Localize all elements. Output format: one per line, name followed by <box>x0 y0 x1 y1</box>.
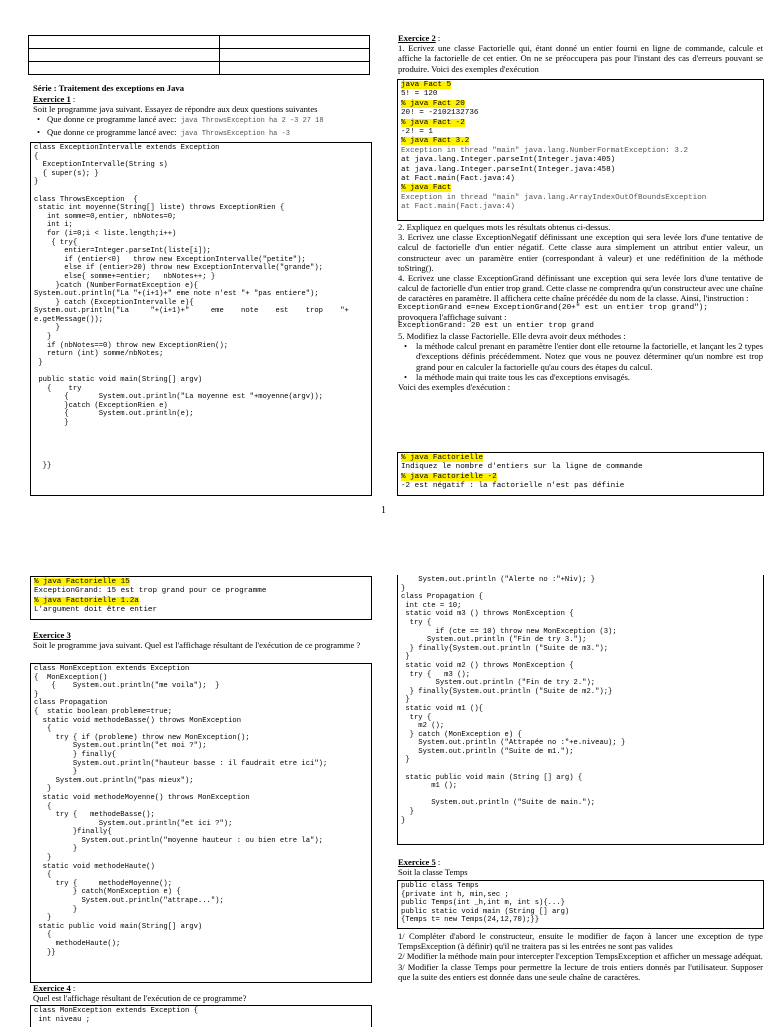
code-line: }} <box>34 948 56 957</box>
exercise-5-title: Exercice 5 <box>398 857 436 867</box>
run-output-line: at Fact.main(Fact.java:4) <box>401 203 515 212</box>
code-line: { <box>34 802 52 811</box>
run-output-line: 20! = -2102132736 <box>401 109 479 118</box>
code-line: ExceptionIntervalle(String s) <box>34 161 168 170</box>
code-line: System.out.println("et ici ?"); <box>34 819 233 828</box>
code-line: static void m3 () throws MonException { <box>401 610 574 619</box>
code-line: static void m1 (){ <box>401 704 483 713</box>
code-line: e.getMessage()); <box>34 315 104 324</box>
code-line: if (entier<0) throw new ExceptionIntervalle("petite"); <box>34 255 306 264</box>
run-output-line: at java.lang.Integer.parseInt(Integer.java:405) <box>401 156 616 165</box>
code-line: try { if (probleme) throw new MonException(); <box>34 733 250 742</box>
code-line: System.out.println("La "+(i+1)+" eme note n'est "+ "pas entiere"); <box>34 290 319 299</box>
run-output-line: % java Fact -2 <box>401 118 465 127</box>
exercise-2-p6: Voici des exemples d'exécution : <box>398 382 511 393</box>
exercise-4-code <box>34 1007 368 1024</box>
exercise-4-code-box-cont <box>397 575 764 845</box>
code-line: System.out.println("pas mieux"); <box>34 776 194 785</box>
code-line: } <box>401 816 406 825</box>
exercise-5-q1: 1/ Compléter d'abord le constructeur, ensuite le modifier de façon à lancer une exception de type TempsException (à définir) qu'il ne traitera pas si les entrées ne sont pas valides <box>398 931 763 952</box>
code-line: int niveau ; <box>34 1015 91 1024</box>
exercise-3-intro: Soit le programme java suivant. Quel est l'affichage résultant de l'exécution de ce programme ? <box>33 640 361 651</box>
code-line: else if (entier>20) throw new ExceptionIntervalle("grande"); <box>34 264 323 273</box>
code-line <box>401 791 760 800</box>
code-line: m2 (); <box>401 722 445 731</box>
code-line: int i; <box>34 221 73 230</box>
run-output-line: % java Factorielle <box>401 454 484 462</box>
code-line: try { methodeMoyenne(); <box>34 879 173 888</box>
exercise-2-run-output-2 <box>401 454 760 492</box>
exercise-1-code <box>34 144 368 471</box>
factorielle-run-output <box>34 578 368 616</box>
exercise-3 <box>33 630 373 650</box>
code-line <box>34 187 368 196</box>
code-line: static void methodeMoyenne() throws MonException <box>34 793 250 802</box>
code-line: int cte = 10; <box>401 601 462 610</box>
exercise-5-questions <box>398 931 763 982</box>
exercise-1-title: Exercice 1 <box>33 94 71 104</box>
exercise-2-p4: 4. Ecrivez une classe ExceptionGrand définissant une exception qui sera levée lors d'une tentative de calcul de factorielle d'un entier trop grand. Cette classe ne comprendra qu'un constructeur avec une chaîne de caractères en paramètre. Il affichera cette chaîne précédée du nom de la classe. Ainsi, l'instruction : <box>398 273 763 304</box>
code-line: { <box>34 871 52 880</box>
code-line: }catch (NumberFormatException e){ <box>34 281 198 290</box>
code-line: static int moyenne(String[] liste) throws ExceptionRien { <box>34 204 285 213</box>
exercise-2-p4b: provoquera l'affichage suivant : <box>398 312 507 323</box>
code-line: class MonException extends Exception { <box>34 1007 198 1015</box>
code-line: } <box>401 756 410 765</box>
code-line: } <box>401 696 410 705</box>
code-line <box>34 445 368 454</box>
code-line: { <box>34 152 39 161</box>
run-output-line: % java Factorielle 1.2a <box>34 596 139 605</box>
code-line: try { <box>401 618 432 627</box>
exercise-5-intro: Soit la classe Temps <box>398 867 468 878</box>
code-line: static public void main (String [] arg) { <box>401 773 583 782</box>
exercise-2-p5-bullet-1: • la méthode calcul prenant en paramètre l'entier dont elle retourne la factorielle, et lançant les 2 types d'exceptions définis précédemment. Notez que vous ne pouvez déterminer qu'un nombre est trop grand pour en calculer la factorielle qu'au cours des étapes du calcul. <box>398 341 763 372</box>
run-output-line: java Fact 5 <box>401 81 452 89</box>
run-output-line: at Fact.main(Fact.java:4) <box>401 175 515 184</box>
code-line: public class Temps <box>401 882 479 890</box>
run-output-line: 5! = 120 <box>401 90 438 99</box>
code-line: } <box>34 914 52 923</box>
code-line: m1 (); <box>401 782 458 791</box>
code-line: } <box>34 768 78 777</box>
exercise-5-code-box <box>397 880 764 929</box>
run-output-line: % java Fact <box>401 184 452 193</box>
question-1: • Que donne ce programme lancé avec: java ThrowsException ha 2 -3 27 18 <box>33 114 373 126</box>
exercise-2: Exercice 2 : 1. Ecrivez une classe Factorielle qui, étant donné un entier fourni en ligne de commande, calcule et affiche la factorielle de cet entier. On ne se préoccupera pas pour l'instant des cas d'erreurs pouvant se produire. Voici des exemples d'exécution <box>398 33 763 74</box>
run-output-line: Exception in thread "main" java.lang.NumberFormatException: 3.2 <box>401 146 689 155</box>
exercise-2-run-box <box>397 79 764 221</box>
code-line: static void methodeBasse() throws MonException <box>34 716 242 725</box>
code-line: {Temps t= new Temps(24,12,70);}} <box>401 916 540 925</box>
exercise-2-p5-bullet-2: • la méthode main qui traite tous les cas d'exceptions envisagés. <box>398 372 763 382</box>
code-line: int somme=0,entier, nbNotes=0; <box>34 212 177 221</box>
code-line: methodeHaute(); <box>34 940 121 948</box>
code-line: } <box>34 905 78 914</box>
code-line: } <box>34 690 39 699</box>
code-line <box>34 367 368 376</box>
code-line: { <box>34 931 52 940</box>
exercise-2-p4b-code: ExceptionGrand: 20 est un entier trop grand <box>398 322 594 331</box>
exercise-1: Exercice 1 : Soit le programme java suivant. Essayez de répondre aux deux questions suivantes • Que donne ce programme lancé avec: java ThrowsException ha 2 -3 27 18 • Que donne ce programme lancé avec: java ThrowsException ha -3 <box>33 94 373 139</box>
exercise-2-p2: 2. Expliquez en quelques mots les résultats obtenus ci-dessus. <box>398 222 611 232</box>
code-line: } <box>34 854 52 863</box>
code-line: static public void main(String[] argv) <box>34 922 203 931</box>
code-line: { static boolean probleme=true; <box>34 707 173 716</box>
code-line: try { <box>401 713 432 722</box>
code-line: System.out.println("La "+(i+1)+" eme note est trop "+ <box>34 307 349 316</box>
code-line: } <box>34 845 78 854</box>
code-line: } finally{ <box>34 750 116 759</box>
header-table <box>28 35 370 75</box>
code-line: System.out.println ("Suite de main."); <box>401 799 596 808</box>
code-line: } catch(MonException e) { <box>34 888 181 897</box>
code-line: try { m3 (); <box>401 670 471 679</box>
exercise-2-p3: 3. Ecrivez une classe ExceptionNegatif définissant une exception qui sera levée lors d'une tentative de calcul de factorielle d'un entier négatif. Cette classe aura simplement un attribut entier valeur, un constructeur avec un paramètre entier (correspondant à valeur) et une redéfinition de la méthode toString(). <box>398 232 763 273</box>
exercise-2-run-box-2 <box>397 452 764 496</box>
code-line: } finally{System.out.println ("Suite de m3."); <box>401 644 609 653</box>
code-line: System.out.println ("Fin de try 2."); <box>401 679 596 688</box>
exercise-2-p5: 5. Modifiez la classe Factorielle. Elle devra avoir deux méthodes : <box>398 331 626 342</box>
code-line: } <box>34 178 39 187</box>
run-output-line: Exception in thread "main" java.lang.ArrayIndexOutOfBoundsException <box>401 193 707 202</box>
question-2: • Que donne ce programme lancé avec: java ThrowsException ha -3 <box>33 127 373 139</box>
code-line: { super(s); } <box>34 169 99 178</box>
exercise-2-p4-code: ExceptionGrand e=new ExceptionGrand(20+" est un entier trop grand"); <box>398 303 708 312</box>
factorielle-run-continuation <box>30 576 372 620</box>
exercise-5-code <box>401 882 760 925</box>
run-output-line: % java Factorielle 15 <box>34 578 130 586</box>
exercise-5: Exercice 5 : Soit la classe Temps <box>398 857 763 877</box>
run-output-line: % java Fact 3.2 <box>401 137 470 146</box>
code-line: } <box>34 419 69 427</box>
exercise-4-code-continuation <box>401 576 760 825</box>
code-line: } finally{System.out.println ("Suite de m2.");} <box>401 687 613 696</box>
exercise-4-intro: Quel est l'affichage résultant de l'exécution de ce programme? <box>33 993 247 1004</box>
code-line: if (cte == 10) throw new MonException (3); <box>401 627 617 636</box>
code-line: System.out.println ("Attrapée no :"+e.niveau); } <box>401 739 626 748</box>
code-line <box>34 428 368 437</box>
code-line: } <box>401 584 406 593</box>
code-line: { System.out.println("me voila"); } <box>34 682 220 691</box>
run-output-line: -2! = 1 <box>401 128 433 137</box>
code-line: {private int h, min,sec ; <box>401 890 509 899</box>
code-line: }catch (ExceptionRien e) <box>34 401 168 410</box>
run-output-line: Indiquez le nombre d'entiers sur la ligne de commande <box>401 463 643 472</box>
code-line: return (int) somme/nbNotes; <box>34 350 164 359</box>
code-line <box>34 453 368 462</box>
code-line: System.out.println("hauteur basse : il faudrait etre ici"); <box>34 759 328 768</box>
serie-title: Série : Traitement des exceptions en Java <box>33 83 184 93</box>
code-line: { <box>34 725 52 734</box>
exercise-3-code-box <box>30 663 372 983</box>
code-line: }} <box>34 461 52 470</box>
run-output-line: L'argument doit être entier <box>34 606 158 615</box>
code-line: static void methodeHaute() <box>34 862 155 871</box>
code-line: public static void main (String [] arg) <box>401 907 570 916</box>
run-output-line: ExceptionGrand: 15 est trop grand pour ce programme <box>34 587 267 596</box>
code-line: else{ somme+=entier; nbNotes++; } <box>34 272 216 281</box>
code-line: } <box>34 324 60 333</box>
code-line: entier=Integer.parseInt(liste[i]); <box>34 247 211 256</box>
code-line: class Propagation <box>34 699 108 708</box>
code-line: for (i=0;i < liste.length;i++) <box>34 229 177 238</box>
page-number: 1 <box>381 505 386 516</box>
exercise-4: Exercice 4 : Quel est l'affichage résultant de l'exécution de ce programme? <box>33 983 373 1003</box>
code-line: public Temps(int _h,int m, int s){...} <box>401 899 565 908</box>
exercise-1-intro: Soit le programme java suivant. Essayez de répondre aux deux questions suivantes <box>33 104 318 115</box>
code-line: } <box>34 785 52 794</box>
code-line: { System.out.println(e); <box>34 410 194 419</box>
exercise-2-questions <box>398 222 763 392</box>
code-line: } catch (MonException e) { <box>401 730 522 739</box>
code-line: { System.out.println("La moyenne est "+moyenne(argv)); <box>34 393 323 402</box>
code-line: } <box>34 358 43 367</box>
code-line: public static void main(String[] argv) <box>34 376 203 385</box>
code-line: System.out.println("moyenne hauteur : ou bien etre la"); <box>34 836 323 845</box>
code-line: System.out.println ("Fin de try 3."); <box>401 636 587 645</box>
code-line: { try{ <box>34 238 78 247</box>
exercise-2-run-output <box>401 81 760 213</box>
code-line: class MonException extends Exception <box>34 665 190 673</box>
exercise-5-q3: 3/ Modifier la classe Temps pour permettre la lecture de trois entiers donnés par l'utilisateur. Supposer que la suite des entiers est donnée dans une seule chaîne de caractères. <box>398 961 763 982</box>
code-line: } <box>401 653 410 662</box>
exercise-4-title: Exercice 4 <box>33 983 71 993</box>
exercise-1-code-box <box>30 142 372 496</box>
code-line: { MonException() <box>34 673 108 682</box>
run-output-line: % java Fact 20 <box>401 99 465 108</box>
exercise-3-title: Exercice 3 <box>33 630 71 640</box>
code-line: System.out.println ("Suite de m1."); <box>401 747 574 756</box>
code-line: static void m2 () throws MonException { <box>401 661 574 670</box>
code-line: } catch (ExceptionIntervalle e){ <box>34 298 194 307</box>
code-line: class ThrowsException { <box>34 195 138 204</box>
exercise-3-code <box>34 665 368 957</box>
code-line: } <box>401 808 414 817</box>
run-output-line: -2 est négatif : la factorielle n'est pas définie <box>401 482 625 491</box>
code-line: System.out.println ("Alerte no :"+Niv); } <box>401 576 596 584</box>
code-line <box>401 765 760 774</box>
code-line: System.out.println("attrape..."); <box>34 897 224 906</box>
code-line: try { methodeBasse(); <box>34 811 155 820</box>
run-output-line: % java Factorielle -2 <box>401 472 497 481</box>
exercise-5-q2: 2/ Modifier la méthode main pour intercepter l'exception TempsException et afficher un message adéquat. <box>398 951 763 962</box>
exercise-2-p1: 1. Ecrivez une classe Factorielle qui, étant donné un entier fourni en ligne de commande, calcule et affiche la factorielle de cet entier. On ne se préoccupera pas pour l'instant des cas d'erreurs pouvant se produire. Voici des exemples d'exécution <box>398 43 763 74</box>
run-output-line: at java.lang.Integer.parseInt(Integer.java:458) <box>401 165 616 174</box>
exercise-2-title: Exercice 2 <box>398 33 436 43</box>
code-line: class ExceptionIntervalle extends Exception <box>34 144 220 152</box>
code-line: System.out.println("et moi ?"); <box>34 742 207 751</box>
code-line: }finally{ <box>34 828 112 837</box>
code-line: class Propagation { <box>401 593 483 602</box>
code-line: } <box>34 333 52 342</box>
code-line: if (nbNotes==0) throw new ExceptionRien(); <box>34 341 229 350</box>
code-line: { try <box>34 384 82 393</box>
code-line <box>34 436 368 445</box>
